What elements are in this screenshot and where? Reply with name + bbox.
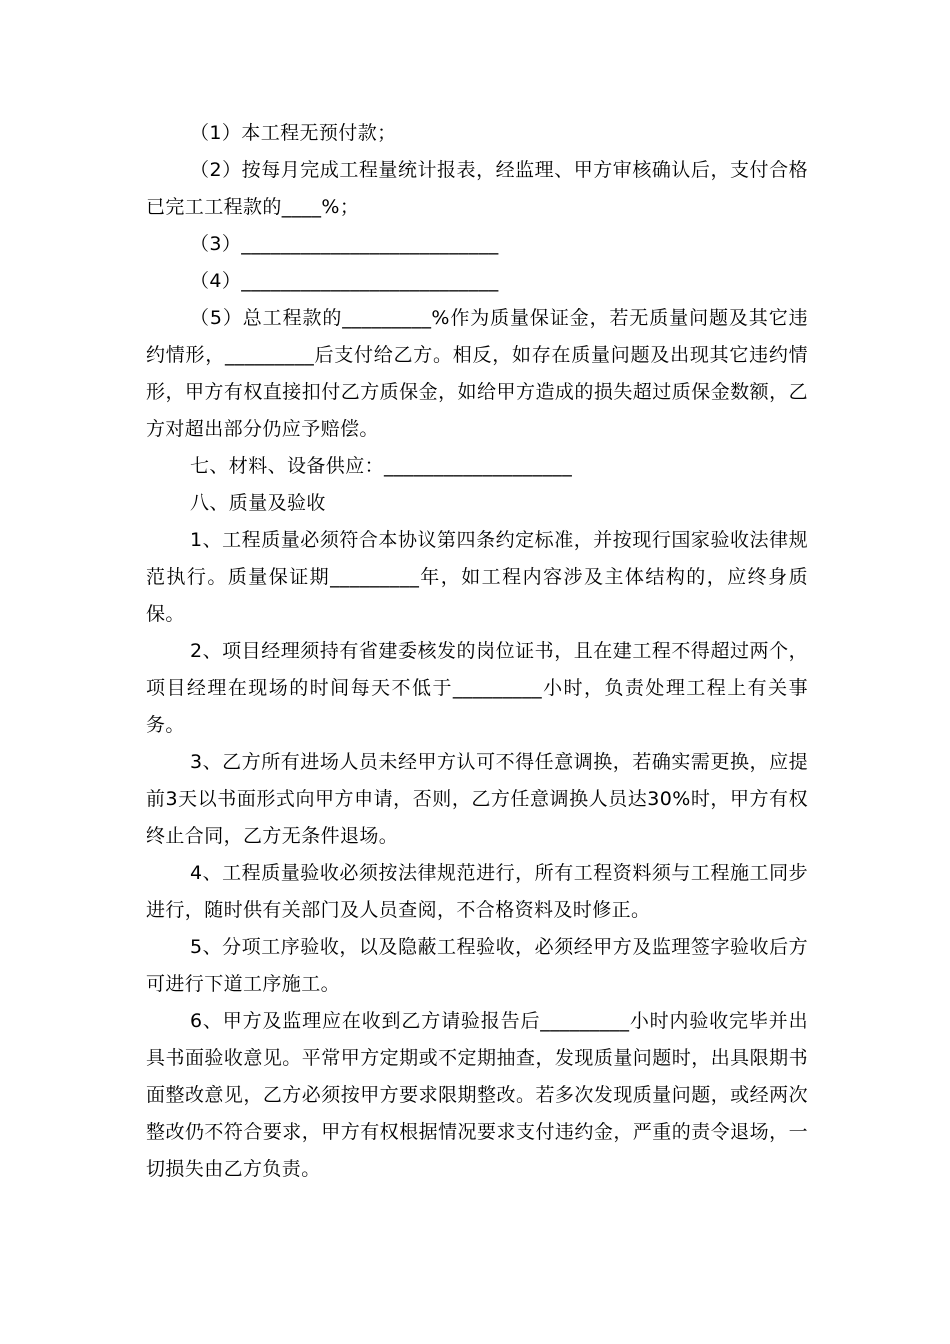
document-body [146,115,808,1188]
clause-payment-3: （3）__________________________ [190,233,499,255]
section-8-heading: 八、质量及验收 [190,492,326,514]
clause-quality-4: 4、工程质量验收必须按法律规范进行，所有工程资料须与工程施工同步进行，随时供有关部门及人员查阅，不合格资料及时修正。 [146,862,808,921]
clause-payment-5: （5）总工程款的_________%作为质量保证金，若无质量问题及其它违约情形，_________后支付给乙方。相反，如存在质量问题及出现其它违约情形，甲方有权直接扣付乙方质保金，如给甲方造成的损失超过质保金数额，乙方对超出部分仍应予赔偿。 [146,307,808,440]
clause-quality-5: 5、分项工序验收，以及隐蔽工程验收，必须经甲方及监理签字验收后方可进行下道工序施工。 [146,936,808,995]
clause-quality-2: 2、项目经理须持有省建委核发的岗位证书，且在建工程不得超过两个，项目经理在现场的时间每天不低于_________小时，负责处理工程上有关事务。 [146,640,808,736]
clause-quality-6: 6、甲方及监理应在收到乙方请验报告后_________小时内验收完毕并出具书面验收意见。平常甲方定期或不定期抽查，发现质量问题时，出具限期书面整改意见，乙方必须按甲方要求限期整改。若多次发现质量问题，或经两次整改仍不符合要求，甲方有权根据情况要求支付违约金，严重的责令退场，一切损失由乙方负责。 [146,1010,808,1180]
clause-quality-3: 3、乙方所有进场人员未经甲方认可不得任意调换，若确实需更换，应提前3天以书面形式向甲方申请，否则，乙方任意调换人员达30%时，甲方有权终止合同，乙方无条件退场。 [146,751,808,847]
clause-quality-1: 1、工程质量必须符合本协议第四条约定标准，并按现行国家验收法律规范执行。质量保证期_________年，如工程内容涉及主体结构的，应终身质保。 [146,529,808,625]
clause-payment-4: （4）__________________________ [190,270,499,292]
clause-payment-2: （2）按每月完成工程量统计报表，经监理、甲方审核确认后，支付合格已完工工程款的____%； [146,159,808,218]
section-7-materials: 七、材料、设备供应：___________________ [190,455,573,477]
clause-payment-1: （1）本工程无预付款； [190,122,397,144]
